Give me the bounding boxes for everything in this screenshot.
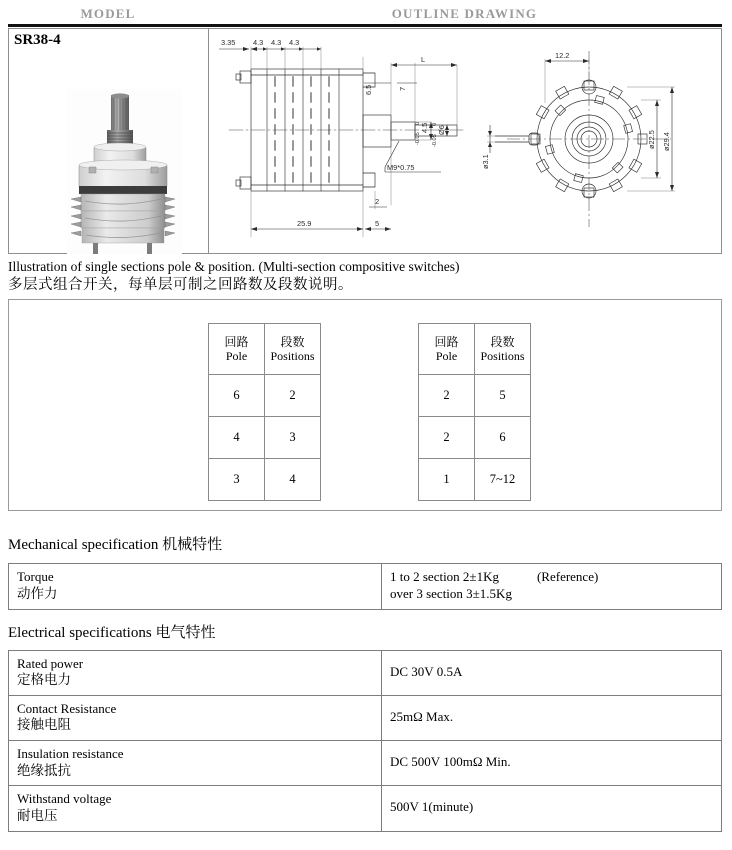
elec-value-insulation-resistance: DC 500V 100mΩ Min. [382,741,722,786]
rotary-switch-photo [67,89,182,254]
column-headers [0,6,732,24]
torque-line-2: over 3 section 3±1.5Kg [390,585,512,601]
header-positions: 段数 Positions [475,324,531,375]
elec-label-withstand-voltage: Withstand voltage 耐电压 [9,786,382,831]
elec-label-rated-power: Rated power 定格电力 [9,651,382,696]
dim-dia-3-1: ø3.1 [481,154,490,169]
cell-positions: 3 [265,417,321,459]
table-row [9,741,722,786]
header-positions: 段数 Positions [265,324,321,375]
table-row [419,375,531,417]
elec-label-contact-resistance: Contact Resistance 接触电阻 [9,696,382,741]
torque-line-1: 1 to 2 section 2±1Kg [390,569,499,584]
dim-4-3-a: 4.3 [253,38,264,47]
header-model: MODEL [80,6,136,21]
table-row [419,417,531,459]
pole-position-box [8,299,722,511]
elec-value-withstand-voltage: 500V 1(minute) [382,786,722,831]
side-view-drawing [209,29,469,253]
mechanical-title-en: Mechanical specification [8,537,163,553]
model-name: SR38-4 [14,32,61,48]
cell-pole: 3 [209,459,265,501]
electrical-title-en: Electrical specifications [8,625,156,641]
table-row [419,459,531,501]
dim-25-9: 25.9 [297,219,312,228]
cell-pole: 1 [419,459,475,501]
dim-dia-22-5: ø22.5 [647,130,656,149]
mechanical-spec-title [8,533,222,554]
mechanical-spec-table [8,563,722,610]
dim-dia-6-tol-lower: -0.05 [432,134,438,147]
dim-dia-29-4: ø29.4 [662,132,671,151]
electrical-spec-title [8,621,215,642]
pole-table-left [208,323,321,501]
table-row [9,564,722,610]
dim-2: 2 [375,197,380,206]
header-pole: 回路 Pole [419,324,475,375]
cell-positions: 6 [475,417,531,459]
dim-7: 7 [398,86,407,91]
torque-note: (Reference) [536,569,599,584]
table-row [209,417,321,459]
dim-dia-6: Ø6 [437,125,446,135]
mech-value-torque [382,564,722,610]
dim-3-35: 3.35 [221,38,236,47]
cell-positions: 7~12 [475,459,531,501]
dim-4-5-tol-lower: -0.05 [415,132,421,145]
table-header-row [419,324,531,375]
table-header-row [209,324,321,375]
cell-pole: 2 [419,375,475,417]
elec-value-rated-power: DC 30V 0.5A [382,651,722,696]
dim-12-2: 12.2 [555,51,570,60]
cell-pole: 2 [419,417,475,459]
dim-4-3-c: 4.3 [289,38,300,47]
dim-L: L [421,55,426,64]
table-row [9,651,722,696]
table-row [209,375,321,417]
elec-value-contact-resistance: 25mΩ Max. [382,696,722,741]
table-row [209,459,321,501]
dim-4-5: 4.5 [420,122,429,133]
caption-line-en: Illustration of single sections pole & position. (Multi-section compositive switches) [8,259,460,274]
caption-line-cn: 多层式组合开关，每单层可制之回路数及段数说明。 [8,276,353,293]
dim-dia-6-tol-upper: 0 [432,122,438,126]
electrical-title-cn: 电气特性 [155,623,216,641]
elec-label-insulation-resistance: Insulation resistance 绝缘抵抗 [9,741,382,786]
table-row [9,696,722,741]
illustration-caption [8,258,724,295]
header-pole: 回路 Pole [209,324,265,375]
header-outline-drawing: OUTLINE DRAWING [391,6,538,21]
cell-pole: 4 [209,417,265,459]
model-drawing-frame [8,28,722,254]
pole-table-right [418,323,531,501]
dim-6-5: 6.5 [364,84,373,95]
table-row [9,786,722,831]
cell-pole: 6 [209,375,265,417]
dim-4-3-b: 4.3 [271,38,282,47]
cell-positions: 4 [265,459,321,501]
electrical-spec-table [8,650,722,832]
header-rule [8,24,722,27]
mech-label-torque: Torque 动作力 [9,564,382,610]
thread-callout: M9*0.75 [387,163,415,172]
dim-5: 5 [375,219,380,228]
mechanical-title-cn: 机械特性 [162,535,223,553]
dim-4-5-tol-upper: 0 [415,121,421,125]
front-view-drawing [479,29,709,253]
cell-positions: 2 [265,375,321,417]
cell-positions: 5 [475,375,531,417]
